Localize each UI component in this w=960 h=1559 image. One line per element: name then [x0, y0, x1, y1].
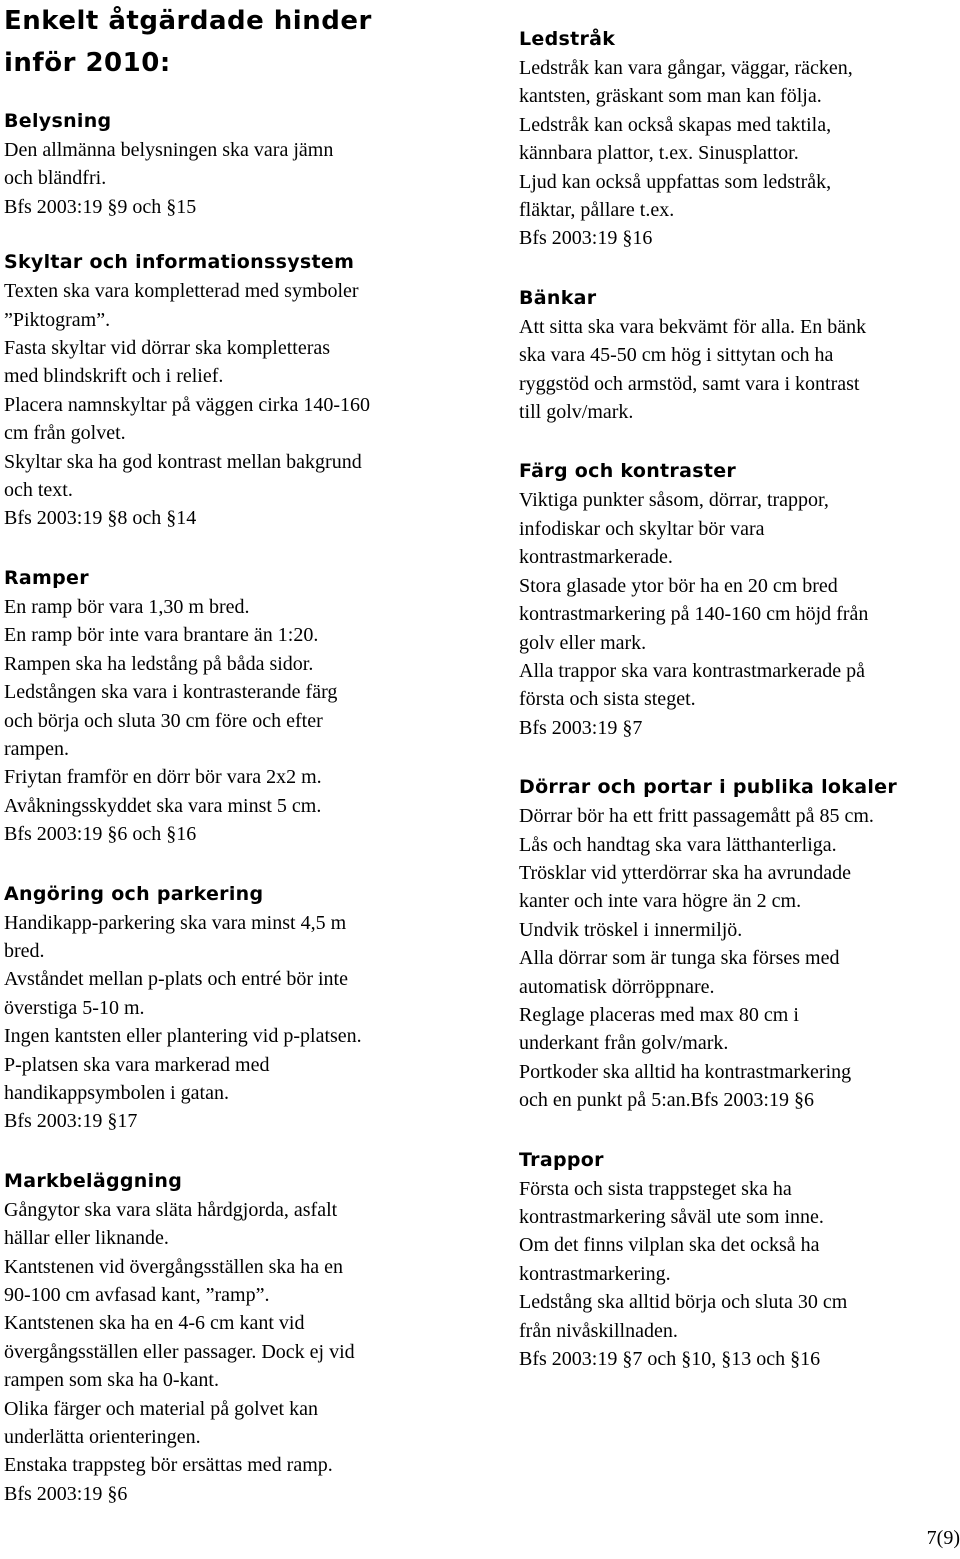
text-line: automatisk dörröppnare. [519, 975, 715, 998]
page-title-line: Enkelt åtgärdade hinder [4, 6, 372, 36]
text-line: Skyltar ska ha god kontrast mellan bakgrund [4, 450, 362, 473]
text-line: bred. [4, 939, 45, 962]
text-line: Undvik tröskel i innermiljö. [519, 918, 743, 941]
text-line: underlätta orienteringen. [4, 1426, 201, 1449]
text-line: till golv/mark. [519, 401, 634, 424]
section-heading: Belysning [4, 110, 112, 132]
regulation-reference: Bfs 2003:19 §16 [519, 227, 653, 250]
text-line: Reglage placeras med max 80 cm i [519, 1003, 799, 1026]
text-line: underkant från golv/mark. [519, 1032, 729, 1055]
text-line: Kantstenen ska ha en 4-6 cm kant vid [4, 1312, 305, 1335]
regulation-reference: Bfs 2003:19 §6 och §16 [4, 823, 197, 846]
section-bankar [519, 283, 959, 427]
text-line: Avståndet mellan p-plats och entré bör inte [4, 968, 348, 991]
text-line: med blindskrift och i relief. [4, 365, 224, 388]
section-ramper [4, 563, 504, 849]
text-line: Enstaka trappsteg bör ersättas med ramp. [4, 1454, 333, 1477]
text-line: Ingen kantsten eller plantering vid p-platsen. [4, 1025, 362, 1048]
text-line: Att sitta ska vara bekvämt för alla. En bänk [519, 315, 867, 338]
section-heading: Ramper [4, 566, 89, 589]
text-line: Olika färger och material på golvet kan [4, 1397, 318, 1420]
text-line: Viktiga punkter såsom, dörrar, trappor, [519, 489, 829, 512]
text-line: Trösklar vid ytterdörrar ska ha avrundade [519, 861, 851, 884]
text-line: Ledstråk kan vara gångar, väggar, räcken, [519, 57, 853, 79]
page-number: 7(9) [926, 1527, 960, 1549]
text-line: Avåkningsskyddet ska vara minst 5 cm. [4, 794, 322, 817]
text-line: infodiskar och skyltar bör vara [519, 517, 765, 540]
right-column [519, 24, 959, 1373]
text-line: golv eller mark. [519, 631, 647, 654]
page-title-line: inför 2010: [4, 48, 171, 78]
text-line: Första och sista trappsteget ska ha [519, 1177, 792, 1200]
text-line: kantsten, gräskant som man kan följa. [519, 85, 822, 108]
text-line: och bländfri. [4, 167, 107, 190]
text-line: fläktar, pållare t.ex. [519, 199, 675, 222]
text-line: Portkoder ska alltid ha kontrastmarkering [519, 1060, 852, 1083]
regulation-reference: och en punkt på 5:an.Bfs 2003:19 §6 [519, 1089, 814, 1112]
text-line: och börja och sluta 30 cm före och efter [4, 709, 323, 732]
text-line: rampen. [4, 737, 69, 760]
text-line: ska vara 45-50 cm hög i sittytan och ha [519, 344, 834, 367]
text-line: Texten ska vara kompletterad med symboler [4, 280, 359, 303]
text-line: ”Piktogram”. [4, 308, 111, 331]
section-heading: Färg och kontraster [519, 460, 737, 483]
text-line: cm från golvet. [4, 422, 126, 445]
text-line: från nivåskillnaden. [519, 1319, 678, 1342]
text-line: P-platsen ska vara markerad med [4, 1053, 270, 1076]
text-line: hällar eller liknande. [4, 1227, 169, 1250]
text-line: Dörrar bör ha ett fritt passagemått på 85 cm. [519, 805, 874, 828]
text-line: Ljud kan också uppfattas som ledstråk, [519, 170, 832, 193]
section-heading: Skyltar och informationssystem [4, 251, 355, 274]
text-line: ryggstöd och armstöd, samt vara i kontrast [519, 372, 860, 395]
section-skyltar [4, 247, 504, 533]
text-line: kännbara plattor, t.ex. Sinusplattor. [519, 142, 799, 165]
text-line: kontrastmarkering. [519, 1262, 671, 1285]
text-line: Friytan framför en dörr bör vara 2x2 m. [4, 766, 322, 789]
regulation-reference: Bfs 2003:19 §9 och §15 [4, 195, 197, 218]
text-line: kontrastmarkerade. [519, 546, 673, 569]
text-line: överstiga 5-10 m. [4, 996, 145, 1019]
text-line: Den allmänna belysningen ska vara jämn [4, 139, 334, 161]
text-line: kanter och inte vara högre än 2 cm. [519, 890, 802, 913]
text-line: Placera namnskyltar på väggen cirka 140-160 [4, 393, 370, 416]
section-markbelaggning [4, 1166, 504, 1508]
text-line: Rampen ska ha ledstång på båda sidor. [4, 652, 314, 675]
section-heading: Angöring och parkering [4, 882, 264, 905]
text-line: Ledstången ska vara i kontrasterande färg [4, 681, 338, 704]
text-line: och text. [4, 479, 73, 502]
regulation-reference: Bfs 2003:19 §6 [4, 1482, 128, 1505]
text-line: Alla trappor ska vara kontrastmarkerade på [519, 659, 865, 682]
text-line: kontrastmarkering på 140-160 cm höjd från [519, 603, 869, 626]
text-line: Ledstång ska alltid börja och sluta 30 cm [519, 1291, 848, 1314]
text-line: Ledstråk kan också skapas med taktila, [519, 113, 832, 136]
text-line: övergångsställen eller passager. Dock ej vid [4, 1340, 355, 1363]
section-heading: Ledstråk [519, 28, 616, 50]
text-line: Stora glasade ytor bör ha en 20 cm bred [519, 574, 838, 597]
text-line: rampen som ska ha 0-kant. [4, 1369, 219, 1392]
regulation-reference: Bfs 2003:19 §7 [519, 716, 643, 739]
section-trappor [519, 1145, 959, 1374]
section-dorrar-och-portar [519, 772, 959, 1114]
regulation-reference: Bfs 2003:19 §7 och §10, §13 och §16 [519, 1348, 821, 1371]
text-line: Om det finns vilplan ska det också ha [519, 1234, 820, 1257]
section-belysning [4, 106, 504, 221]
section-ledstrak [519, 24, 959, 253]
regulation-reference: Bfs 2003:19 §8 och §14 [4, 507, 197, 530]
text-line: Kantstenen vid övergångsställen ska ha en [4, 1255, 343, 1278]
text-line: Alla dörrar som är tunga ska förses med [519, 947, 840, 970]
section-angoring [4, 879, 504, 1136]
section-heading: Dörrar och portar i publika lokaler [519, 776, 897, 799]
text-line: Lås och handtag ska vara lätthanterliga. [519, 833, 837, 856]
left-column [4, 0, 504, 1508]
section-farg-och-kontraster [519, 456, 959, 742]
text-line: En ramp bör inte vara brantare än 1:20. [4, 624, 319, 647]
text-line: 90-100 cm avfasad kant, ”ramp”. [4, 1284, 270, 1306]
text-line: Fasta skyltar vid dörrar ska kompletteras [4, 337, 331, 360]
text-line: handikappsymbolen i gatan. [4, 1081, 229, 1104]
text-line: En ramp bör vara 1,30 m bred. [4, 595, 250, 618]
section-heading: Trappor [519, 1148, 604, 1171]
page-title [4, 0, 504, 84]
text-line: Handikapp-parkering ska vara minst 4,5 m [4, 911, 347, 934]
regulation-reference: Bfs 2003:19 §17 [4, 1110, 138, 1133]
text-line: Gångytor ska vara släta hårdgjorda, asfalt [4, 1198, 338, 1221]
text-line: kontrastmarkering såväl ute som inne. [519, 1206, 824, 1228]
text-line: första och sista steget. [519, 688, 696, 711]
section-heading: Markbeläggning [4, 1169, 183, 1192]
section-heading: Bänkar [519, 286, 597, 309]
